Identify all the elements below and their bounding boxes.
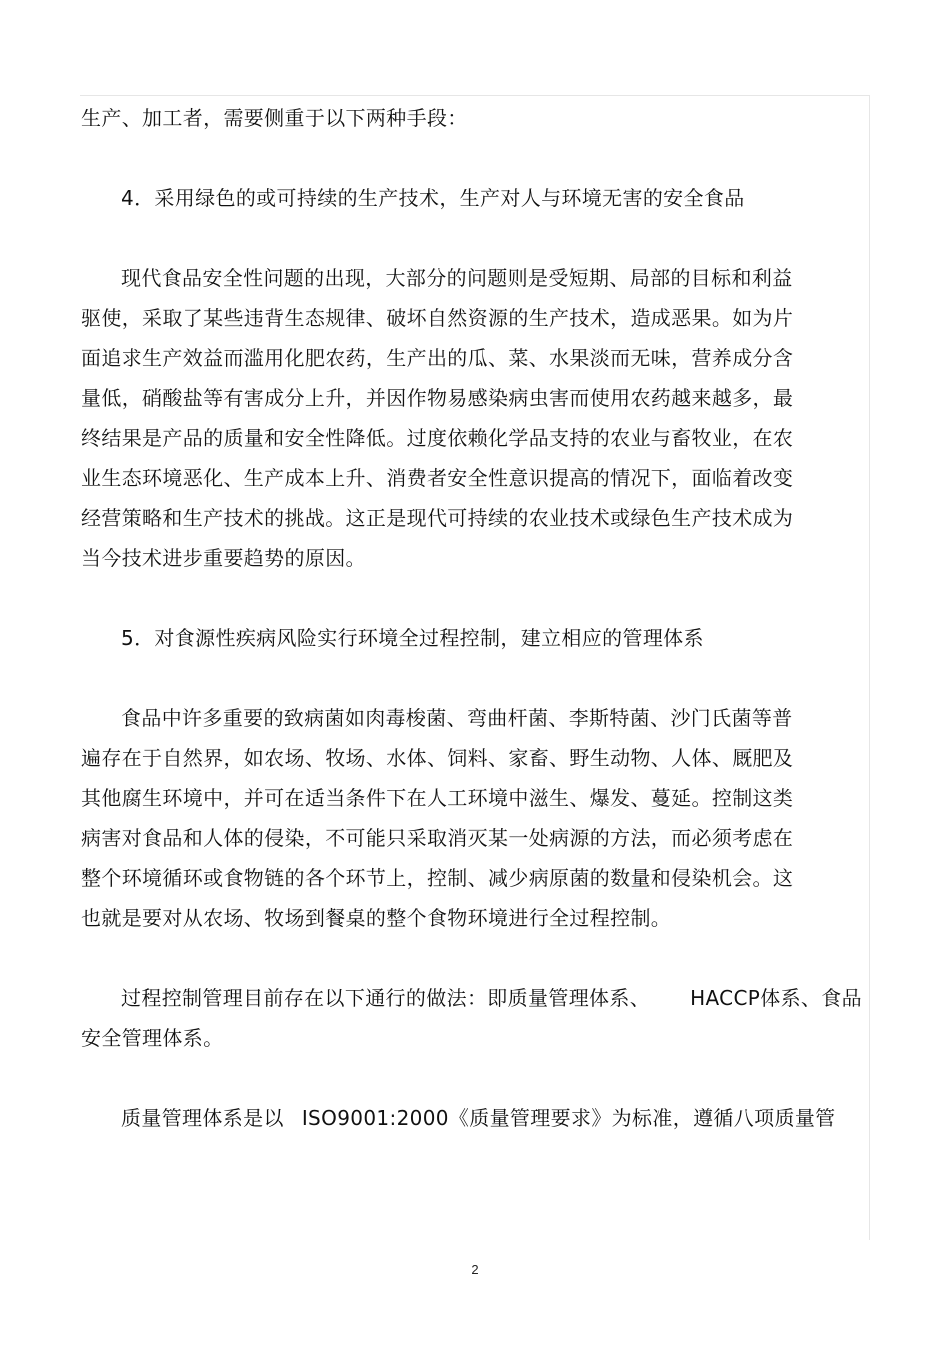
section-heading-5: 5．对食源性疾病风险实行环境全过程控制，建立相应的管理体系 bbox=[121, 626, 704, 650]
section-heading-4: 4．采用绿色的或可持续的生产技术，生产对人与环境无害的安全食品 bbox=[121, 186, 745, 210]
paragraph-line: 驱使，采取了某些违背生态规律、破坏自然资源的生产技术，造成恶果。如为片 bbox=[81, 306, 794, 330]
paragraph-line: 面追求生产效益而滥用化肥农药，生产出的瓜、菜、水果淡而无味，营养成分含 bbox=[81, 346, 794, 370]
paragraph-line: 安全管理体系。 bbox=[81, 1026, 224, 1050]
paragraph-line: 食品中许多重要的致病菌如肉毒梭菌、弯曲杆菌、李斯特菌、沙门氏菌等普 bbox=[121, 706, 793, 730]
paragraph-line: 也就是要对从农场、牧场到餐桌的整个食物环境进行全过程控制。 bbox=[81, 906, 672, 930]
paragraph-line: 整个环境循环或食物链的各个环节上，控制、减少病原菌的数量和侵染机会。这 bbox=[81, 866, 794, 890]
text-segment: 过程控制管理目前存在以下通行的做法：即质量管理体系、 bbox=[121, 986, 651, 1010]
paragraph-line bbox=[81, 978, 871, 1018]
paragraph-line: 当今技术进步重要趋势的原因。 bbox=[81, 546, 366, 570]
text-segment: ISO9001:2000《质量管理要求》为标准，遵循八项质量管 bbox=[301, 1106, 836, 1130]
document-body bbox=[81, 98, 871, 1138]
paragraph-line: 生产、加工者，需要侧重于以下两种手段： bbox=[81, 106, 468, 130]
paragraph-line: 遍存在于自然界，如农场、牧场、水体、饲料、家畜、野生动物、人体、厩肥及 bbox=[81, 746, 794, 770]
paragraph-line: 终结果是产品的质量和安全性降低。过度依赖化学品支持的农业与畜牧业，在农 bbox=[81, 426, 794, 450]
text-segment: 质量管理体系是以 bbox=[121, 1106, 284, 1130]
paragraph-line: 经营策略和生产技术的挑战。这正是现代可持续的农业技术或绿色生产技术成为 bbox=[81, 506, 794, 530]
paragraph-line: 业生态环境恶化、生产成本上升、消费者安全性意识提高的情况下，面临着改变 bbox=[81, 466, 794, 490]
paragraph-line: 其他腐生环境中，并可在适当条件下在人工环境中滋生、爆发、蔓延。控制这类 bbox=[81, 786, 794, 810]
paragraph-line: 病害对食品和人体的侵染，不可能只采取消灭某一处病源的方法，而必须考虑在 bbox=[81, 826, 794, 850]
paragraph-line: 量低，硝酸盐等有害成分上升，并因作物易感染病虫害而使用农药越来越多，最 bbox=[81, 386, 794, 410]
paragraph-line: 现代食品安全性问题的出现，大部分的问题则是受短期、局部的目标和利益 bbox=[121, 266, 793, 290]
text-segment: HACCP体系、食品 bbox=[690, 986, 862, 1010]
page-number: 2 bbox=[471, 1262, 479, 1277]
page-border-top bbox=[80, 95, 870, 96]
paragraph-line bbox=[81, 1098, 871, 1138]
